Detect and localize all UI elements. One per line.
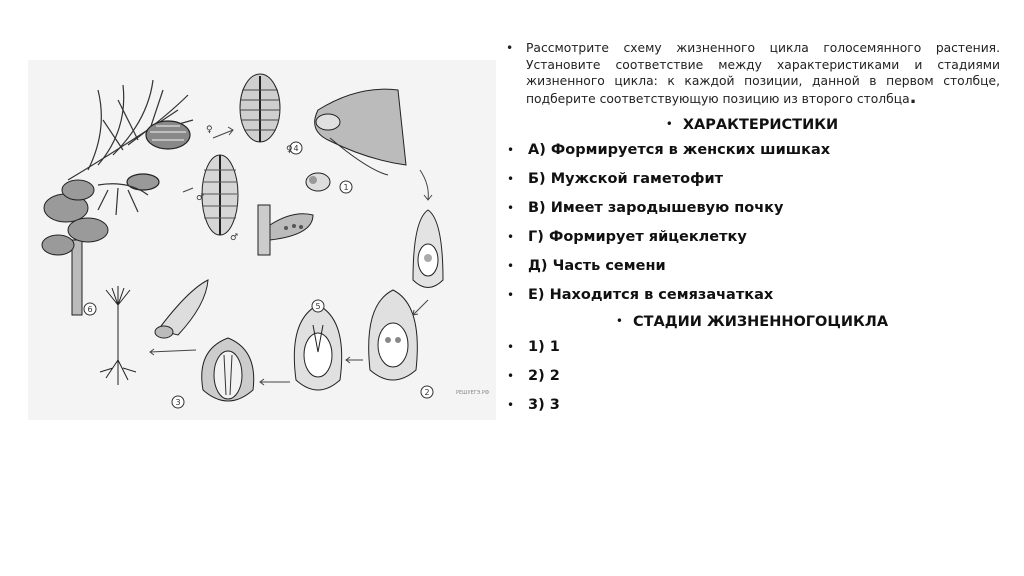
stage-label-2 [421, 386, 433, 398]
male-symbol-cone: ♂ [230, 233, 239, 243]
intro-text: Рассмотрите схему жизненного цикла голосемянного растения. Установите соответствие между характеристиками и стадиями жизненного цикла: к каждой позиции, данной в первом столбце, подберите соответствующую позицию из второго столбца [526, 41, 1000, 106]
winged-seed [155, 280, 208, 338]
archegonia-stage [369, 290, 418, 380]
characteristics-list [504, 136, 1000, 310]
intro-end: . [909, 86, 917, 108]
svg-text:5: 5 [315, 302, 321, 311]
task-text-panel [504, 40, 1000, 420]
bullet-icon: • [665, 117, 673, 131]
list-item: • 3) 3 [504, 391, 1000, 420]
stage-label-1 [340, 181, 352, 193]
characteristics-heading: • ХАРАКТЕРИСТИКИ [665, 117, 839, 133]
bullet-icon: • [507, 398, 515, 412]
list-item: • Б) Мужской гаметофит [504, 165, 1000, 194]
bullet-icon: • [615, 314, 623, 328]
female-cone-section [240, 74, 280, 142]
bullet-icon: • [507, 143, 515, 157]
svg-text:3: 3 [175, 398, 181, 407]
female-symbol-scale: ♀ [286, 145, 293, 155]
watermark: РЕШУЕГЭ.РФ [456, 390, 490, 396]
svg-text:2: 2 [424, 388, 430, 397]
svg-text:4: 4 [293, 144, 299, 153]
list-item: • В) Имеет зародышевую почку [504, 194, 1000, 223]
male-symbol: ♂ [196, 193, 205, 203]
ovule-scale [315, 89, 406, 175]
seed-stage [202, 338, 254, 401]
list-item: • Е) Находится в семязачатках [504, 281, 1000, 310]
list-item: • Д) Часть семени [504, 252, 1000, 281]
svg-text:1: 1 [343, 183, 349, 192]
bullet-icon: • [507, 288, 515, 302]
list-item: • Г) Формирует яйцеклетку [504, 223, 1000, 252]
bullet-icon: • [507, 230, 515, 244]
task-intro [504, 40, 1000, 107]
bullet-icon: • [506, 41, 514, 55]
stage-label-3 [172, 396, 184, 408]
svg-text:6: 6 [87, 305, 93, 314]
microsporophyll [258, 205, 313, 255]
stages-list [504, 333, 1000, 420]
bullet-icon: • [507, 369, 515, 383]
seedling [100, 286, 136, 385]
bullet-icon: • [507, 172, 515, 186]
pine-tree [42, 180, 108, 315]
male-cone-section [202, 155, 238, 235]
ovule-stage [413, 210, 443, 288]
bullet-icon: • [507, 201, 515, 215]
stage-label-5 [312, 300, 324, 312]
bullet-icon: • [507, 259, 515, 273]
pollen-grain [306, 173, 330, 191]
bullet-icon: • [507, 340, 515, 354]
list-item: • 2) 2 [504, 362, 1000, 391]
stages-heading: • СТАДИИ ЖИЗНЕННОГОЦИКЛА [615, 314, 889, 330]
list-item: • А) Формируется в женских шишках [504, 136, 1000, 165]
list-item: • 1) 1 [504, 333, 1000, 362]
female-symbol: ♀ [206, 125, 213, 135]
fertilization-stage [294, 305, 341, 390]
life-cycle-diagram [28, 60, 496, 420]
stage-label-6 [84, 303, 96, 315]
